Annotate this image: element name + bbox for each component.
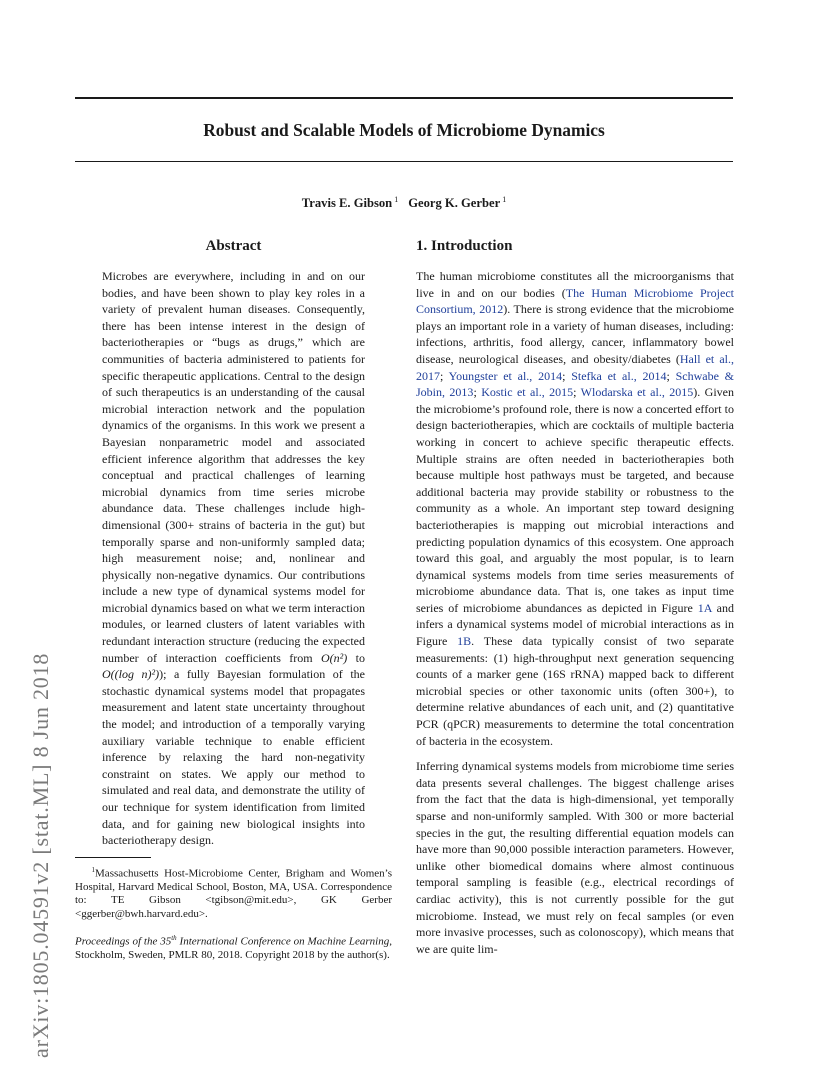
author-name: Travis E. Gibson [301,196,393,211]
author-affiliation-mark: 1 [394,195,399,204]
introduction-paragraph-1 [416,268,734,749]
affiliation-footnote [75,864,392,921]
figure-reference-link[interactable]: 1B [457,634,472,649]
abstract-text-segment: to [347,650,365,665]
footnote-text: , Stockholm, Sweden, PMLR 80, 2018. Copyright 2018 by the author(s). [75,935,392,961]
footnote-text: th [171,934,177,942]
citation-link[interactable]: The Human Microbiome Project Consortium, 2012 [416,285,734,317]
citation-link[interactable]: Stefka et al., 2014 [571,368,667,383]
author-name: Georg K. Gerber [408,196,501,211]
text-segment: ; [473,385,482,400]
text-segment: ; [573,385,581,400]
math-expression: O(n²) [321,650,348,665]
footnote-text: International Conference on Machine Learning [176,935,390,948]
proceedings-footnote [75,932,392,962]
citation-link[interactable]: Kostic et al., 2015 [481,385,574,400]
text-segment: ; [562,368,572,383]
text-segment: and infers a dynamical systems model of microbial interactions as in Figure [416,600,735,649]
abstract-text-segment: ); a fully Bayesian formulation of the stochastic dynamical systems model that propagates measurement and latent state uncertainty throughout the model; and introduction of a temporally varying auxiliary variable technique to enable efficient inference by relaxing the hard non-negativity constraint on states. We apply our method to simulated and real data, and demonstrate the utility of our technique for system identification from limited data, and for gaining new biological insights into bacteriotherapy design. [102,667,365,848]
text-segment: ). Given the microbiome’s profound role, there is now a concerted effort to design bacteriotherapies, which are cocktails of multiple bacteria working in concert to achieve specific therapeutic effects. Multiple strains are often needed in bacteriotherapies both because multiple host pathways must be targeted, and because additional bacteria may provide stability or robustness to the community as a whole. An important step toward designing bacteriotherapies is mapping out microbial interactions and predicting population dynamics of this ecosystem. One approach toward this goal, and arguably the most popular, is to learn dynamical systems models from time series measurements of microbiome abundance data. That is, one takes as input time series of microbiome abundances as depicted in Figure [416,385,734,615]
title-rule-bottom [75,161,733,162]
text-segment: ). There is strong evidence that the microbiome plays an important role in a variety of human diseases, including: infections, arthritis, food allergy, cancer, inflammatory bowel disease, neurological diseases, and obesity/diabetes ( [416,302,735,366]
author-list [75,192,733,211]
footnote-text: Massachusetts Host-Microbiome Center, Brigham and Women’s Hospital, Harvard Medical School, Boston, MA, USA. Correspondence to: TE Gibson <tgibson@mit.edu>, GK Gerber <ggerber@bwh.harvard.edu>. [75,867,393,920]
text-segment: ; [666,368,676,383]
citation-link[interactable]: Youngster et al., 2014 [448,368,563,383]
abstract-column [102,236,365,849]
paper-title: Robust and Scalable Models of Microbiome Dynamics [203,120,605,140]
citation-link[interactable]: Hall et al., 2017 [416,351,734,383]
introduction-paragraph-2: Inferring dynamical systems models from microbiome time series data presents several challenges. The biggest challenge arises from the fact that the data is high-dimensional, yet temporally sparse and non-uniformly sampled. With 300 or more bacterial species in the gut, the resulting differential equation models can have more than 90,000 possible interaction parameters. However, unlike other biomedical domains where almost continuous temporal sampling is feasible (e.g., electrical recordings of cardiac activity), this is not currently possible for the gut microbiome. Instead, we must rely on fecal samples (or even more invasive processes, such as colonoscopy), which means that we are quite lim- [416,759,734,956]
introduction-heading: 1. Introduction [416,238,513,254]
abstract-heading: Abstract [205,238,262,254]
title-rule-top [75,97,733,99]
citation-link[interactable]: Wlodarska et al., 2015 [580,385,694,400]
abstract-text-segment: Microbes are everywhere, including in and on our bodies, and have been shown to play key roles in a variety of prevalent human diseases. Consequently, there has been intense interest in the design of bacteriotherapies or “bugs as drugs,” which are communities of bacteria administered to patients for specific therapeutic applications. Central to the design of such therapeutics is an understanding of the causal microbial interaction network and the population dynamics of the organisms. In this work we present a Bayesian nonparametric model and associated efficient inference algorithm that addresses the key conceptual and practical challenges of learning microbial dynamics from time series microbe abundance data. These challenges include high-dimensional (300+ strains of bacteria in the gut) but temporally sparse and non-uniformly sampled data; high measurement noise; and, nonlinear and physically non-negative dynamics. Our contributions include a new type of dynamical systems model for microbial dynamics based on what we term interaction modules, or learned clusters of latent variables with redundant interaction structure (reducing the expected number of interaction coefficients from [102,269,365,665]
figure-reference-link[interactable]: 1A [697,600,712,615]
footnote-mark: 1 [91,866,96,874]
footnote-text: Proceedings of the [75,935,161,948]
text-segment: . These data typically consist of two separate measurements: (1) high-throughput next generation sequencing counts of a marker gene (16S rRNA) mapped back to different microbial species or other taxonomic units (often 300+), to determine relative abundances of each unit, and (2) quantitative PCR (qPCR) measurements to determine the total concentration of bacteria in the ecosystem. [416,634,734,748]
introduction-column [416,236,734,957]
footnote-text: 35 [160,935,172,948]
arxiv-identifier-watermark: arXiv:1805.04591v2 [stat.ML] 8 Jun 2018 [28,652,53,1058]
text-segment: ; [440,368,449,383]
math-expression: O((log n)²) [102,667,160,682]
text-segment: The human microbiome constitutes all the microorganisms that live in and on our bodies ( [416,269,734,300]
footnote-rule [75,857,151,858]
author-affiliation-mark: 1 [502,195,507,204]
citation-link[interactable]: Schwabe & Jobin, 2013 [416,368,734,400]
abstract-body [102,268,365,849]
